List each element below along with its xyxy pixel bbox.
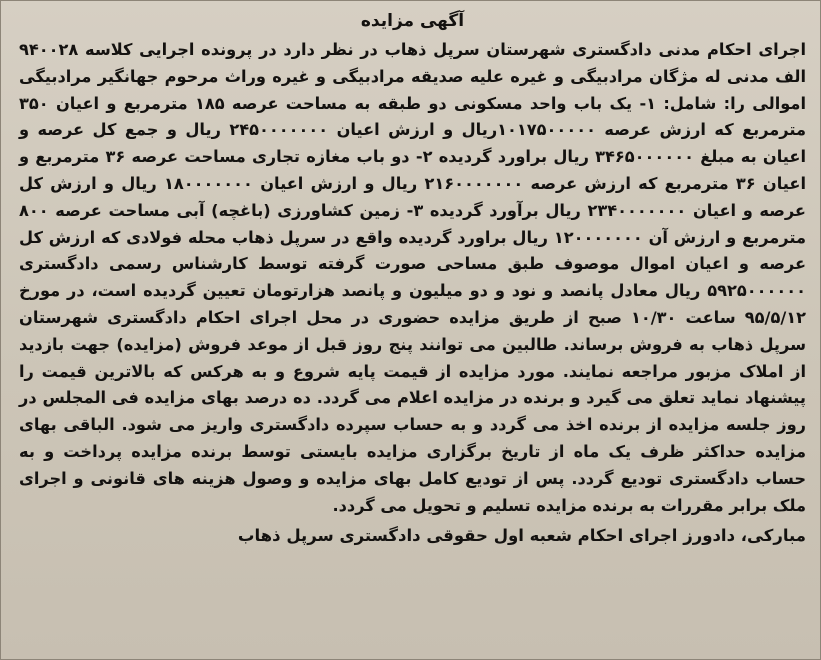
notice-body: اجرای احکام مدنی دادگستری شهرستان سرپل ذهاب در نظر دارد در پرونده اجرایی کلاسه ۹۴۰۰۲۸ الف مدنی له مژگان مرادبیگی و غیره علیه صدیقه مرادبیگی و غیره وراث مرحوم جهانگیر مرادبیگی اموالی را: شامل: ۱- یک باب واحد مسکونی دو طبقه به مساحت عرصه ۱۸۵ مترمربع و اعیان ۳۵۰ مترمربع که ارزش عرصه ۱۰۱۷۵۰۰۰۰۰ریال و ارزش اعیان ۲۴۵۰۰۰۰۰۰۰ ریال و جمع کل عرصه و اعیان به مبلغ ۳۴۶۵۰۰۰۰۰۰ ریال براورد گردیده ۲- دو باب مغازه تجاری مساحت عرصه ۳۶ مترمربع و اعیان ۳۶ مترمربع که ارزش عرصه ۲۱۶۰۰۰۰۰۰۰ ریال و ارزش اعیان ۱۸۰۰۰۰۰۰۰ ریال و ارزش کل عرصه و اعیان ۲۳۴۰۰۰۰۰۰۰ ریال برآورد گردیده ۳- زمین کشاورزی (باغچه) آبی مساحت عرصه ۸۰۰ مترمربع و ارزش آن ۱۲۰۰۰۰۰۰۰ ریال براورد گردیده واقع در سرپل ذهاب محله فولادی که ارزش کل عرصه و اعیان اموال موصوف طبق مساحی صورت گرفته توسط کارشناس رسمی دادگستری ۵۹۲۵۰۰۰۰۰۰ ریال معادل پانصد و نود و دو میلیون و پانصد هزارتومان تعیین گردیده است، در مورخ ۹۵/۵/۱۲ ساعت ۱۰/۳۰ صبح از طریق مزایده حضوری در محل اجرای احکام دادگستری شهرستان سرپل ذهاب به فروش برساند. طالبین می توانند پنج روز قبل از موعد فروش (مزایده) جهت بازدید از املاک مزبور مراجعه نمایند. مورد مزایده از قیمت پایه شروع و به هرکس که بالاترین قیمت را پیشنهاد نماید تعلق می گیرد و برنده در مزایده اعلام می گردد. ده درصد بهای مزایده فی المجلس در روز جلسه مزایده از برنده اخذ می گردد و به حساب سپرده دادگستری واریز می شود. الباقی بهای مزایده حداکثر ظرف یک ماه از تاریخ برگزاری مزایده بایستی توسط برنده مزایده پرداخت و به حساب دادگستری تودیع گردد. پس از تودیع کامل بهای مزایده و وصول هزینه های قانونی و اجرای ملک برابر مقررات به برنده مزایده تسلیم و تحویل می گردد. [19, 40, 807, 515]
notice-signature: مبارکی، دادورز اجرای احکام شعبه اول حقوقی دادگستری سرپل ذهاب [237, 526, 806, 546]
auction-notice [19, 9, 806, 651]
notice-title: آگهی مزایده [360, 11, 465, 31]
